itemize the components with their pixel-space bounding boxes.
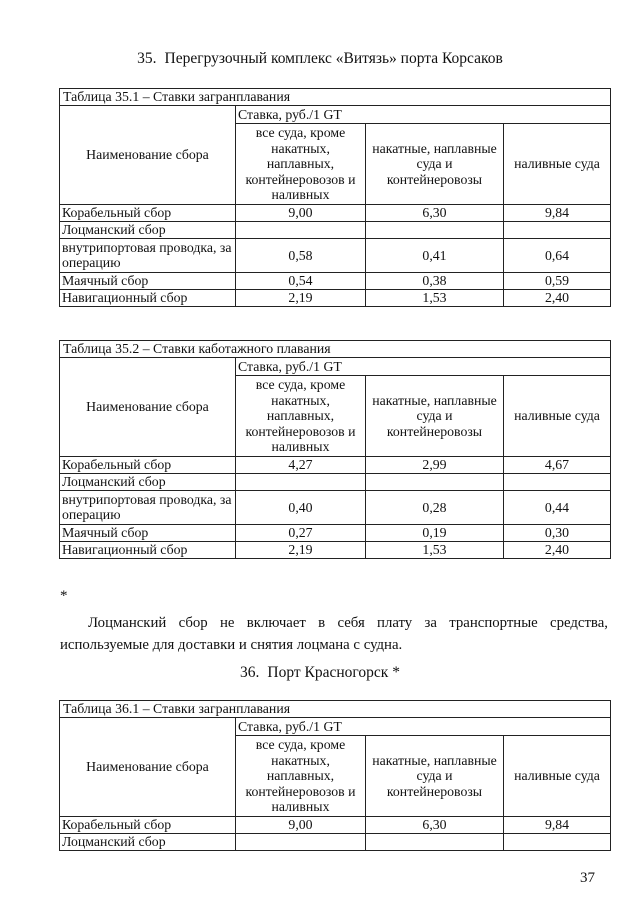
fee-value: 1,53: [366, 541, 504, 558]
section-36-title: Порт Красногорск *: [267, 664, 400, 681]
column-header-general: все суда, кроме накатных, наплавных, контейнеровозов и наливных: [236, 376, 366, 457]
fee-value: 9,00: [236, 816, 366, 833]
table-row: [60, 833, 611, 850]
section-36-number: 36.: [240, 664, 260, 681]
column-header-general: все суда, кроме накатных, наплавных, контейнеровозов и наливных: [236, 736, 366, 817]
table-row: [60, 221, 611, 238]
name-column-header: Наименование сбора: [60, 358, 236, 457]
footnote-mark: *: [60, 588, 68, 604]
column-header-roro-container: накатные, наплавные суда и контейнеровозы: [366, 736, 504, 817]
fee-value: 0,40: [236, 490, 366, 524]
fee-value: [504, 833, 611, 850]
fee-value: 0,19: [366, 524, 504, 541]
fee-value: 0,54: [236, 272, 366, 289]
fee-name: Корабельный сбор: [60, 816, 236, 833]
fee-value: 0,64: [504, 238, 611, 272]
column-header-general: все суда, кроме накатных, наплавных, контейнеровозов и наливных: [236, 124, 366, 205]
fee-value: 4,67: [504, 456, 611, 473]
fee-name: Лоцманский сбор: [60, 473, 236, 490]
table-35-2: [59, 340, 611, 559]
name-column-header: Наименование сбора: [60, 718, 236, 817]
fee-value: 2,40: [504, 289, 611, 306]
table-row: [60, 524, 611, 541]
fee-value: 6,30: [366, 816, 504, 833]
fee-value: [236, 221, 366, 238]
table-35-1-caption: Таблица 35.1 – Ставки загранплавания: [60, 89, 611, 106]
section-35-number: 35.: [137, 50, 157, 67]
fee-value: 4,27: [236, 456, 366, 473]
table-row: [60, 456, 611, 473]
fee-value: 6,30: [366, 204, 504, 221]
fee-value: 0,58: [236, 238, 366, 272]
section-36-heading: [0, 664, 640, 682]
fee-value: 2,99: [366, 456, 504, 473]
rate-unit-header: Ставка, руб./1 GT: [236, 106, 611, 124]
fee-value: 0,28: [366, 490, 504, 524]
fee-value: 0,41: [366, 238, 504, 272]
rate-unit-header: Ставка, руб./1 GT: [236, 718, 611, 736]
fee-name: Лоцманский сбор: [60, 833, 236, 850]
fee-value: 2,40: [504, 541, 611, 558]
fee-value: 0,30: [504, 524, 611, 541]
fee-name: Маячный сбор: [60, 272, 236, 289]
fee-name: Маячный сбор: [60, 524, 236, 541]
fee-value: 2,19: [236, 541, 366, 558]
fee-name: Навигационный сбор: [60, 289, 236, 306]
fee-value: [504, 473, 611, 490]
page-number: 37: [580, 870, 595, 886]
footnote-text: Лоцманский сбор не включает в себя плату за транспортные средства, используемые для доставки и снятия лоцмана с судна.: [60, 615, 608, 653]
fee-value: 9,84: [504, 204, 611, 221]
fee-value: [366, 833, 504, 850]
column-header-roro-container: накатные, наплавные суда и контейнеровозы: [366, 376, 504, 457]
fee-value: [366, 221, 504, 238]
table-row: [60, 490, 611, 524]
fee-value: 2,19: [236, 289, 366, 306]
table-36-1: [59, 700, 611, 851]
column-header-tanker: наливные суда: [504, 376, 611, 457]
fee-value: 9,00: [236, 204, 366, 221]
table-35-2-caption: Таблица 35.2 – Ставки каботажного плавания: [60, 341, 611, 358]
fee-value: 9,84: [504, 816, 611, 833]
rate-unit-header: Ставка, руб./1 GT: [236, 358, 611, 376]
column-header-roro-container: накатные, наплавные суда и контейнеровозы: [366, 124, 504, 205]
name-column-header: Наименование сбора: [60, 106, 236, 205]
table-row: [60, 204, 611, 221]
table-row: [60, 289, 611, 306]
fee-name: Навигационный сбор: [60, 541, 236, 558]
fee-value: [504, 221, 611, 238]
fee-name: Корабельный сбор: [60, 456, 236, 473]
table-row: [60, 541, 611, 558]
section-35-heading: [0, 50, 640, 68]
table-row: [60, 272, 611, 289]
fee-name: внутрипортовая проводка, за операцию: [60, 238, 236, 272]
fee-value: 0,59: [504, 272, 611, 289]
fee-value: 0,38: [366, 272, 504, 289]
section-35-title: Перегрузочный комплекс «Витязь» порта Корсаков: [164, 50, 503, 67]
table-row: [60, 816, 611, 833]
fee-value: [236, 833, 366, 850]
table-35-1: [59, 88, 611, 307]
table-row: [60, 473, 611, 490]
fee-name: Лоцманский сбор: [60, 221, 236, 238]
fee-name: Корабельный сбор: [60, 204, 236, 221]
fee-value: [366, 473, 504, 490]
column-header-tanker: наливные суда: [504, 736, 611, 817]
column-header-tanker: наливные суда: [504, 124, 611, 205]
table-36-1-caption: Таблица 36.1 – Ставки загранплавания: [60, 701, 611, 718]
fee-value: [236, 473, 366, 490]
fee-value: 0,44: [504, 490, 611, 524]
fee-name: внутрипортовая проводка, за операцию: [60, 490, 236, 524]
fee-value: 1,53: [366, 289, 504, 306]
table-row: [60, 238, 611, 272]
fee-value: 0,27: [236, 524, 366, 541]
